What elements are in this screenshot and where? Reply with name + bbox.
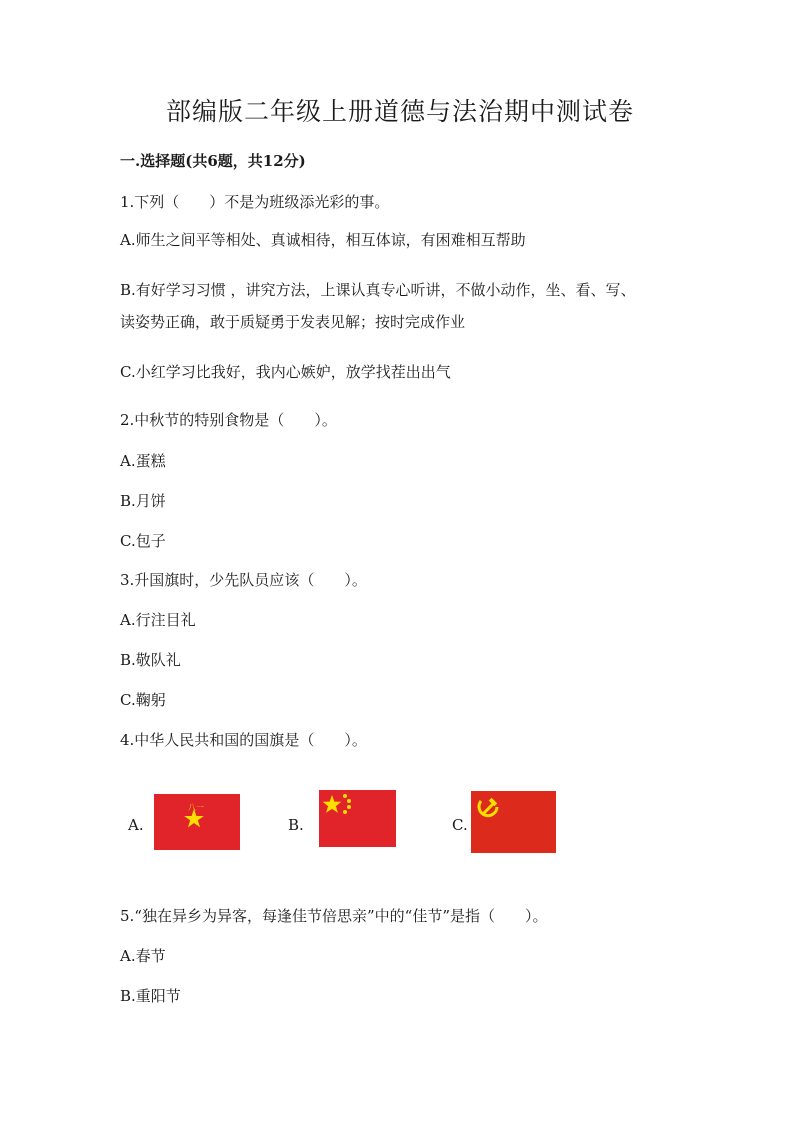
question-1-option-b-line1: B.有好学习习惯 ，讲究方法，上课认真专心听讲，不做小动作，坐、看、写、 — [120, 281, 636, 299]
question-5-option-b: B.重阳节 — [120, 987, 181, 1005]
army-flag-icon — [154, 794, 240, 850]
question-1-option-c: C.小红学习比我好，我内心嫉妒，放学找茬出出气 — [120, 363, 451, 381]
question-2-stem: 2.中秋节的特别食物是（ ）。 — [120, 411, 337, 429]
question-5-option-a: A.春节 — [120, 947, 166, 965]
question-2-option-a: A.蛋糕 — [120, 452, 166, 470]
question-4-option-b-label: B. — [288, 816, 304, 834]
question-4-stem: 4.中华人民共和国的国旗是（ ）。 — [120, 731, 367, 749]
question-4-option-c-label: C. — [452, 816, 468, 834]
question-5-stem: 5.“独在异乡为异客，每逢佳节倍思亲”中的“佳节”是指（ ）。 — [120, 907, 548, 925]
question-1-option-a: A.师生之间平等相处、真诚相待，相互体谅，有困难相互帮助 — [120, 231, 526, 249]
svg-text:八一: 八一 — [188, 803, 204, 812]
question-2-option-c: C.包子 — [120, 532, 166, 550]
question-1-option-b-line2: 读姿势正确，敢于质疑勇于发表见解；按时完成作业 — [120, 313, 466, 331]
question-3-stem: 3.升国旗时，少先队员应该（ ）。 — [120, 571, 367, 589]
question-3-option-b: B.敬队礼 — [120, 651, 181, 669]
section-heading: 一.选择题(共6题，共12分) — [120, 152, 306, 170]
question-3-option-a: A.行注目礼 — [120, 611, 196, 629]
hammer-sickle-flag-icon — [471, 791, 556, 853]
question-4-option-a-label: A. — [128, 816, 144, 834]
question-2-option-b: B.月饼 — [120, 492, 166, 510]
question-1-stem: 1.下列（ ）不是为班级添光彩的事。 — [120, 193, 390, 211]
five-star-red-flag-icon — [319, 790, 396, 847]
page-title: 部编版二年级上册道德与法治期中测试卷 — [165, 97, 634, 126]
question-3-option-c: C.鞠躬 — [120, 691, 166, 709]
